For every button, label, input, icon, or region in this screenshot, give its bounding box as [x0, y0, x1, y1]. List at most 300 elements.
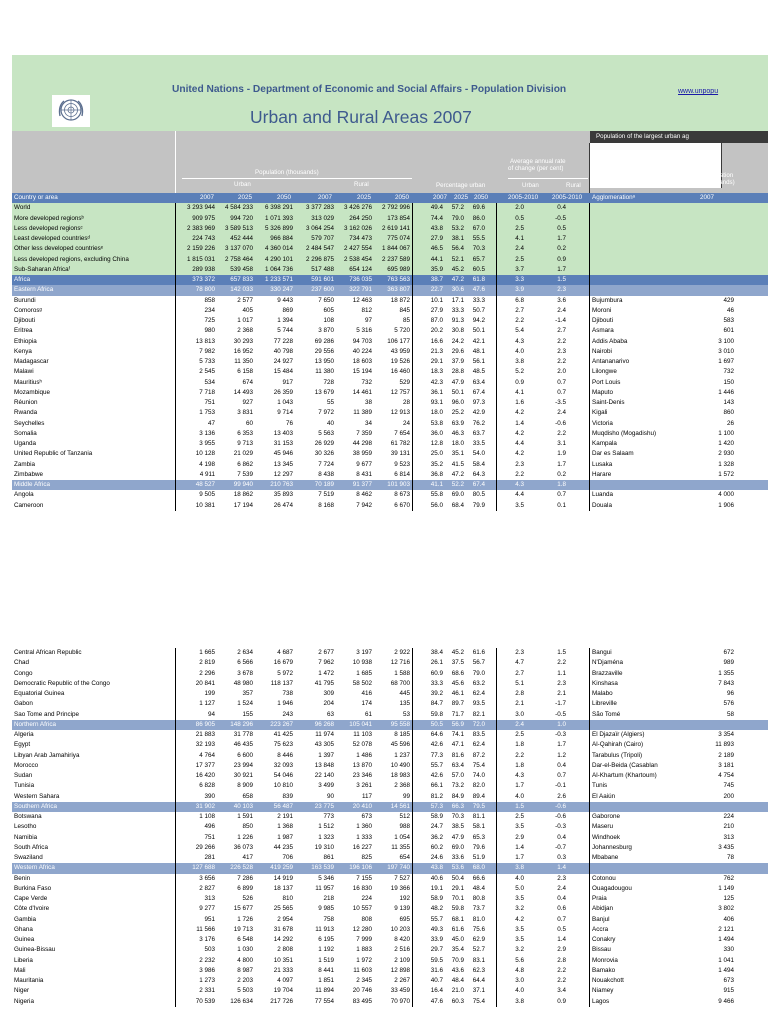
- cell-value: 62.4: [472, 741, 485, 749]
- cell-value: 9 985: [318, 905, 334, 913]
- cell-value: 1 851: [318, 977, 334, 984]
- column-divider: [589, 966, 590, 976]
- cell-value: 8 987: [237, 966, 253, 974]
- column-divider: [412, 224, 413, 234]
- column-divider: [589, 730, 590, 740]
- cell-value: 674: [242, 378, 253, 386]
- cell-value: 728: [323, 378, 334, 386]
- cell-value: 48.1: [472, 347, 485, 355]
- table-row: [12, 812, 768, 822]
- country-name: Benin: [14, 874, 31, 882]
- cell-value: 23 775: [314, 802, 334, 810]
- cell-value: 1 972: [356, 956, 372, 964]
- cell-value: 1.7: [557, 741, 566, 749]
- column-divider: [589, 388, 590, 398]
- cell-value: 30.6: [451, 286, 464, 294]
- cell-value: 79.9: [472, 501, 485, 509]
- cell-value: 224: [361, 895, 372, 902]
- cell-value: 0.4: [557, 204, 566, 212]
- cell-value: 5 720: [394, 327, 410, 335]
- cell-value: 17.1: [451, 296, 464, 304]
- website-link[interactable]: www.unpopu: [678, 88, 719, 95]
- table-row: [12, 986, 768, 996]
- column-divider: [175, 843, 176, 853]
- cell-value: -0.3: [555, 823, 566, 831]
- table-row: [12, 771, 768, 781]
- column-divider: [412, 945, 413, 955]
- agglomeration-name: Bangui: [592, 649, 612, 656]
- cell-value: 40 103: [233, 802, 253, 810]
- column-divider: [496, 751, 497, 761]
- agglomeration-name: El Aaiún: [592, 792, 616, 800]
- column-divider: [589, 904, 590, 914]
- column-divider: [175, 326, 176, 336]
- cell-value: 0.4: [557, 761, 566, 769]
- cell-value: 59.8: [430, 710, 443, 718]
- agglomeration-name: Niamey: [592, 987, 614, 995]
- column-divider: [496, 781, 497, 791]
- cell-value: 3 377 283: [305, 204, 334, 212]
- cell-value: 51.9: [472, 854, 485, 861]
- cell-value: 226 528: [230, 864, 253, 872]
- column-divider: [496, 460, 497, 470]
- table-row: [12, 822, 768, 832]
- column-divider: [589, 956, 590, 966]
- cell-value: 19.1: [430, 884, 443, 892]
- cell-value: 2.4: [515, 720, 524, 728]
- cell-value: 16 830: [352, 884, 372, 892]
- column-divider: [589, 265, 590, 275]
- column-divider: [412, 956, 413, 966]
- cell-value: 81.0: [472, 915, 485, 923]
- cell-value: 4.2: [515, 915, 524, 923]
- column-divider: [589, 337, 590, 347]
- cell-value: 173 854: [387, 214, 410, 222]
- cell-value: 15 484: [273, 368, 293, 376]
- cell-value: 79.0: [472, 669, 485, 677]
- column-divider: [589, 843, 590, 853]
- agglomeration-name: Moroni: [592, 306, 612, 314]
- agglomeration-population: 989: [723, 659, 734, 667]
- cell-value: 126 634: [230, 997, 253, 1005]
- table-row: [12, 915, 768, 925]
- cell-value: 13 950: [314, 358, 334, 365]
- cell-value: 34: [364, 419, 372, 427]
- table-row: [12, 751, 768, 761]
- cell-value: 50.1: [451, 388, 464, 396]
- cell-value: 48.5: [472, 368, 485, 376]
- cell-value: 0.7: [557, 491, 566, 499]
- cell-value: 1 726: [237, 915, 253, 923]
- cell-value: 5 346: [318, 874, 334, 882]
- cell-value: 1.4: [515, 419, 524, 427]
- cell-value: 5 733: [199, 358, 215, 365]
- cell-value: 33 459: [390, 987, 410, 995]
- agglomeration-name: Bamako: [592, 966, 616, 974]
- agglomeration-name: Saint-Denis: [592, 399, 625, 406]
- cell-value: 47.9: [451, 833, 464, 841]
- cell-value: 390: [204, 792, 215, 800]
- cell-value: 67.4: [472, 481, 485, 488]
- agglomeration-population: 601: [723, 327, 734, 335]
- country-name: Chad: [14, 659, 30, 667]
- cell-value: 526: [242, 895, 253, 902]
- cell-value: 5.4: [515, 327, 524, 335]
- cell-value: 988: [399, 823, 410, 831]
- cell-value: 1 054: [394, 833, 410, 841]
- cell-value: 76.2: [472, 419, 485, 427]
- column-divider: [175, 234, 176, 244]
- column-divider: [412, 771, 413, 781]
- agglomeration-population: 46: [726, 306, 734, 314]
- cell-value: 2 232: [199, 956, 215, 964]
- country-name: Botswana: [14, 813, 42, 820]
- agglomeration-population: 224: [723, 813, 734, 820]
- cell-value: 7 982: [199, 347, 215, 355]
- country-name: Kenya: [14, 347, 32, 355]
- agglomeration-population: 2 121: [718, 925, 734, 933]
- column-divider: [496, 275, 497, 285]
- country-name: Least developed countriesᵈ: [14, 235, 90, 242]
- cell-value: 65.3: [472, 833, 485, 841]
- cell-value: 42.3: [430, 378, 443, 386]
- cell-value: 13 848: [314, 761, 334, 769]
- table-row: [12, 214, 768, 224]
- cell-value: 87.0: [430, 317, 443, 324]
- column-divider: [496, 470, 497, 480]
- column-divider: [589, 244, 590, 254]
- cell-value: 0.4: [557, 895, 566, 902]
- cell-value: 1 273: [199, 977, 215, 984]
- cell-value: 2.4: [515, 245, 524, 253]
- cell-value: 738: [282, 690, 293, 697]
- column-divider: [175, 699, 176, 709]
- cell-value: 5.2: [515, 368, 524, 376]
- cell-value: 58.4: [472, 460, 485, 468]
- country-name: Mozambique: [14, 388, 51, 396]
- cell-value: 16 420: [195, 772, 215, 779]
- agglomeration-population: 429: [723, 296, 734, 304]
- agglomeration-name: Gaborone: [592, 813, 621, 820]
- col-rate-rural-period: 2005-2010: [552, 194, 583, 201]
- cell-value: 81.2: [430, 792, 443, 800]
- agglomeration-name: Brazzaville: [592, 669, 623, 677]
- cell-value: 76: [285, 419, 293, 427]
- column-divider: [589, 781, 590, 791]
- cell-value: 313 029: [311, 214, 334, 222]
- agglomeration-name: Maputo: [592, 388, 614, 396]
- cell-value: 9 443: [277, 296, 293, 304]
- cell-value: 96 268: [314, 720, 334, 728]
- cell-value: 6 899: [237, 884, 253, 892]
- cell-value: 13 813: [195, 337, 215, 345]
- cell-value: 59.5: [430, 956, 443, 964]
- column-divider: [589, 419, 590, 429]
- cell-value: 18 137: [273, 884, 293, 892]
- cell-value: 86 905: [195, 720, 215, 728]
- country-name: Uganda: [14, 440, 37, 447]
- cell-value: 217 726: [270, 997, 293, 1005]
- cell-value: 68 700: [390, 679, 410, 687]
- cell-value: 2.5: [515, 731, 524, 738]
- cell-value: 20 841: [195, 679, 215, 687]
- cell-value: 11 894: [315, 987, 334, 995]
- country-name: Ghana: [14, 925, 33, 933]
- cell-value: 0.9: [515, 378, 524, 386]
- table-row: [12, 894, 768, 904]
- cell-value: 57.3: [430, 802, 443, 810]
- cell-value: 12 898: [390, 966, 410, 974]
- cell-value: 43.8: [430, 224, 443, 232]
- cell-value: 2.3: [557, 874, 566, 882]
- cell-value: 0.7: [557, 772, 566, 779]
- cell-value: 1 486: [356, 751, 372, 759]
- cell-value: 56.1: [472, 358, 485, 365]
- cell-value: 42.6: [430, 772, 443, 779]
- country-name: Djibouti: [14, 317, 35, 324]
- cell-value: 732: [361, 378, 372, 386]
- column-divider: [175, 812, 176, 822]
- agglomeration-population: 1 906: [718, 501, 734, 509]
- agglomeration-name: Tarabulus (Tripoli): [592, 751, 643, 759]
- column-divider: [496, 326, 497, 336]
- cell-value: 763 563: [387, 276, 410, 283]
- cell-value: 2 538 454: [343, 255, 372, 263]
- cell-value: 48.4: [472, 884, 485, 892]
- agglomeration-population: 7 843: [718, 679, 734, 687]
- column-divider: [496, 669, 497, 679]
- country-name: United Republic of Tanzania: [14, 450, 93, 458]
- cell-value: 75.4: [472, 997, 485, 1005]
- column-divider: [175, 894, 176, 904]
- page-title: Urban and Rural Areas 2007: [250, 107, 472, 127]
- cell-value: 8 431: [356, 470, 372, 478]
- cell-value: 99 940: [233, 481, 253, 488]
- column-divider: [412, 986, 413, 996]
- cell-value: 10 351: [273, 956, 293, 964]
- organization-name: United Nations - Department of Economic and Social Affairs - Population Division: [172, 84, 567, 95]
- country-name: Algeria: [14, 731, 34, 738]
- column-divider: [496, 285, 497, 295]
- cell-value: 7 527: [394, 874, 410, 882]
- cell-value: 8 446: [277, 751, 293, 759]
- cell-value: 155: [242, 710, 253, 718]
- column-divider: [412, 378, 413, 388]
- country-name: Ethiopia: [14, 337, 37, 345]
- cell-value: 56.9: [451, 720, 464, 728]
- cell-value: 81.6: [451, 751, 464, 759]
- country-name: Comorosᵍ: [14, 306, 42, 314]
- country-name: South Africa: [14, 843, 48, 851]
- cell-value: 11 913: [315, 925, 334, 933]
- table-row: [12, 740, 768, 750]
- column-divider: [412, 710, 413, 720]
- column-divider: [175, 480, 176, 490]
- agglomeration-population: 762: [723, 874, 734, 882]
- country-name: Angola: [14, 491, 34, 499]
- cell-value: 14 919: [273, 874, 293, 882]
- agglomeration-name: Malabo: [592, 690, 613, 697]
- cell-value: 1 127: [199, 700, 215, 708]
- cell-value: 26.1: [430, 659, 443, 667]
- column-divider: [589, 490, 590, 500]
- column-divider: [496, 357, 497, 367]
- column-divider: [412, 658, 413, 668]
- agglomeration-name: Harare: [592, 470, 612, 478]
- table-row: [12, 337, 768, 347]
- column-divider: [589, 480, 590, 490]
- column-divider: [496, 710, 497, 720]
- cell-value: 224 743: [192, 235, 215, 242]
- cell-value: 47.6: [430, 997, 443, 1005]
- cell-value: 5 316: [356, 327, 372, 335]
- cell-value: 12 297: [273, 470, 293, 478]
- cell-value: 52.2: [451, 481, 464, 488]
- cell-value: 18.0: [430, 409, 443, 417]
- country-name: Democratic Republic of the Congo: [14, 679, 110, 687]
- cell-value: 18.0: [451, 440, 464, 447]
- cell-value: 2 545: [199, 368, 215, 376]
- column-divider: [175, 214, 176, 224]
- table-row: [12, 449, 768, 459]
- cell-value: 67.0: [472, 224, 485, 232]
- cell-value: 43.6: [451, 966, 464, 974]
- cell-value: 97: [364, 317, 372, 324]
- cell-value: 10.1: [430, 296, 443, 304]
- table-row: [12, 689, 768, 699]
- column-divider: [496, 956, 497, 966]
- cell-value: 9 714: [277, 409, 293, 417]
- column-divider: [496, 429, 497, 439]
- cell-value: 2 191: [277, 813, 293, 820]
- cell-value: 534: [204, 378, 215, 386]
- column-divider: [412, 761, 413, 771]
- column-divider: [412, 802, 413, 812]
- cell-value: 12 280: [352, 925, 372, 933]
- cell-value: 66.1: [430, 782, 443, 790]
- column-divider: [589, 720, 590, 730]
- cell-value: 84.9: [451, 792, 464, 800]
- cell-value: 8 462: [356, 491, 372, 499]
- column-divider: [175, 669, 176, 679]
- cell-value: 33.6: [451, 854, 464, 861]
- cell-value: 1 226: [237, 833, 253, 841]
- country-name: Gambia: [14, 915, 37, 923]
- cell-value: 74.1: [451, 731, 464, 738]
- cell-value: 405: [242, 306, 253, 314]
- region-row: [12, 802, 768, 812]
- cell-value: 32 193: [195, 741, 215, 749]
- table-row: [12, 956, 768, 966]
- column-divider: [496, 679, 497, 689]
- cell-value: 1 591: [237, 813, 253, 820]
- header-urban: Urban: [234, 181, 251, 188]
- column-divider: [175, 449, 176, 459]
- cell-value: 41 795: [314, 679, 334, 687]
- cell-value: 24.7: [430, 823, 443, 831]
- cell-value: 54 046: [273, 772, 293, 779]
- country-name: Eritrea: [14, 327, 33, 335]
- cell-value: 83.1: [472, 956, 485, 964]
- cell-value: 38.5: [451, 823, 464, 831]
- cell-value: 512: [399, 813, 410, 820]
- cell-value: 74.0: [472, 772, 485, 779]
- cell-value: 1.1: [557, 669, 566, 677]
- country-name: Other less developed countriesᵉ: [14, 245, 104, 253]
- cell-value: 12 913: [390, 409, 410, 417]
- agglomeration-population: 3 802: [718, 905, 734, 913]
- column-divider: [589, 945, 590, 955]
- cell-value: 1 512: [318, 823, 334, 831]
- table-row: [12, 296, 768, 306]
- table-row: [12, 439, 768, 449]
- country-name: Gabon: [14, 700, 33, 708]
- country-name: Namibia: [14, 833, 38, 841]
- country-name: Middle Africa: [14, 481, 51, 488]
- column-divider: [175, 771, 176, 781]
- column-divider: [589, 802, 590, 812]
- cell-value: 83.5: [472, 731, 485, 738]
- country-name: Zimbabwe: [14, 470, 44, 478]
- cell-value: 8 438: [318, 470, 334, 478]
- country-name: Malawi: [14, 368, 34, 376]
- cell-value: 2 484 547: [305, 245, 334, 253]
- cell-value: 6 828: [199, 782, 215, 790]
- cell-value: 24.6: [430, 854, 443, 861]
- country-name: Nigeria: [14, 997, 34, 1005]
- cell-value: 48.2: [430, 905, 443, 913]
- column-divider: [589, 439, 590, 449]
- column-divider: [496, 925, 497, 935]
- cell-value: 7 155: [356, 874, 372, 882]
- cell-value: 1.7: [515, 782, 524, 790]
- cell-value: 65.7: [472, 255, 485, 263]
- cell-value: 47: [207, 419, 215, 427]
- cell-value: -0.5: [555, 214, 566, 222]
- cell-value: 2.7: [515, 669, 524, 677]
- agglomeration-population: 11 893: [715, 741, 734, 749]
- column-divider: [412, 214, 413, 224]
- cell-value: -0.1: [555, 782, 566, 790]
- country-name: Sao Tome and Principe: [14, 710, 79, 718]
- column-divider: [589, 429, 590, 439]
- cell-value: 1 519: [318, 956, 334, 964]
- table-row: [12, 874, 768, 884]
- cell-value: 56.7: [472, 659, 485, 667]
- cell-value: 579 707: [311, 235, 334, 242]
- cell-value: 41.1: [430, 481, 443, 488]
- cell-value: 35.1: [451, 450, 464, 458]
- cell-value: 69 286: [314, 337, 334, 345]
- agglomeration-population: 58: [726, 710, 734, 718]
- cell-value: 63.9: [451, 419, 464, 427]
- cell-value: 0.5: [515, 214, 524, 222]
- cell-value: 2 267: [394, 977, 410, 984]
- cell-value: 2.9: [515, 833, 524, 841]
- country-name: Egypt: [14, 741, 31, 749]
- cell-value: 43 305: [314, 741, 334, 749]
- column-divider: [412, 925, 413, 935]
- cell-value: 10 810: [273, 782, 293, 790]
- cell-value: 2 677: [318, 649, 334, 656]
- cell-value: 70.3: [472, 245, 485, 253]
- column-divider: [412, 234, 413, 244]
- cell-value: 15 677: [233, 905, 253, 913]
- table-row: [12, 904, 768, 914]
- cell-value: 1 030: [237, 946, 253, 954]
- cell-value: 1.7: [557, 265, 566, 273]
- cell-value: 36.1: [430, 388, 443, 396]
